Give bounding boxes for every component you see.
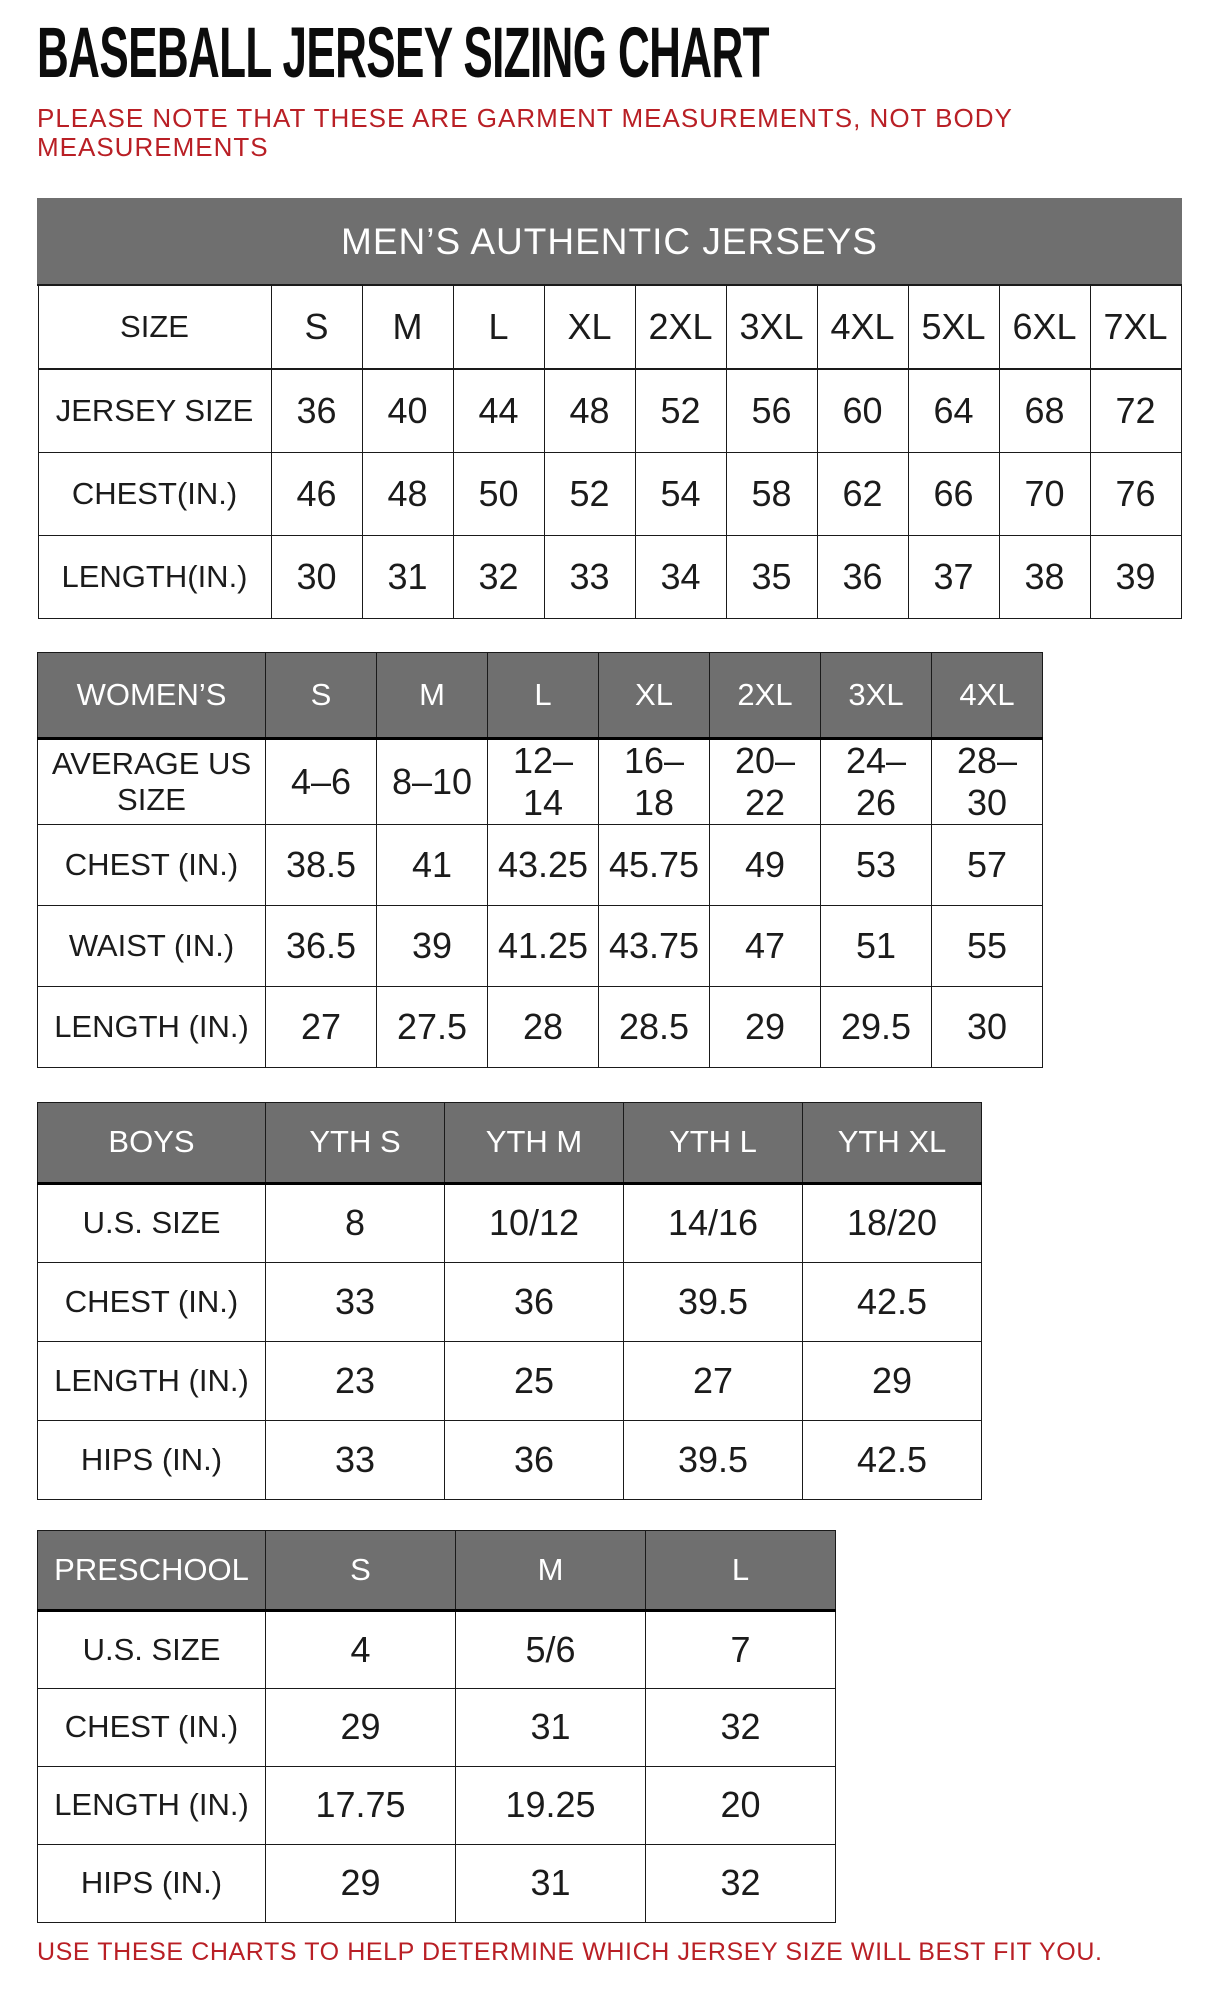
value-cell: 29 [803,1341,982,1420]
value-cell: 49 [710,824,821,905]
table-title-cell: BOYS [38,1102,266,1183]
table-row [38,535,1181,618]
size-header-cell: 5XL [908,285,999,369]
value-cell: 27 [624,1341,803,1420]
value-cell: 31 [362,535,453,618]
size-header-cell: L [453,285,544,369]
value-cell: 29 [266,1688,456,1766]
row-label: CHEST(IN.) [38,452,271,535]
table-row [38,1341,982,1420]
value-cell: 38.5 [266,824,377,905]
value-cell: 58 [726,452,817,535]
boys-sizing-table [37,1102,982,1500]
value-cell: 30 [271,535,362,618]
size-header-cell: XL [544,285,635,369]
table-row [38,738,1043,824]
value-cell: 27.5 [377,986,488,1067]
row-label: CHEST (IN.) [38,1262,266,1341]
value-cell: 64 [908,369,999,452]
value-cell: 44 [453,369,544,452]
value-cell: 42.5 [803,1262,982,1341]
row-label: LENGTH (IN.) [38,1766,266,1844]
row-label: HIPS (IN.) [38,1420,266,1499]
value-cell: 36 [445,1420,624,1499]
size-header-cell: M [456,1530,646,1610]
table-row [38,452,1181,535]
table-title-cell: PRESCHOOL [38,1530,266,1610]
page-title-text: BASEBALL JERSEY SIZING CHART [37,14,769,93]
size-header-cell: 4XL [932,652,1043,738]
value-cell: 32 [453,535,544,618]
table-row [38,1844,836,1922]
value-cell: 31 [456,1688,646,1766]
size-header-cell: 6XL [999,285,1090,369]
table-row [38,1183,982,1262]
row-label: CHEST (IN.) [38,1688,266,1766]
row-label: HIPS (IN.) [38,1844,266,1922]
value-cell: 36.5 [266,905,377,986]
value-cell: 52 [635,369,726,452]
table-row [38,369,1181,452]
table-row [38,986,1043,1067]
value-cell: 66 [908,452,999,535]
value-cell: 34 [635,535,726,618]
row-label: AVERAGE US SIZE [38,738,266,824]
value-cell: 4 [266,1610,456,1688]
value-cell: 25 [445,1341,624,1420]
size-header-cell: 2XL [635,285,726,369]
value-cell: 35 [726,535,817,618]
value-cell: 53 [821,824,932,905]
header-row [38,1530,836,1610]
size-header-cell: YTH S [266,1102,445,1183]
table-row [38,824,1043,905]
table-row [38,905,1043,986]
value-cell: 40 [362,369,453,452]
garment-measurements-note: PLEASE NOTE THAT THESE ARE GARMENT MEASUREMENTS, NOT BODY MEASUREMENTS [37,103,1013,162]
value-cell: 29.5 [821,986,932,1067]
header-row [38,285,1181,369]
value-cell: 39.5 [624,1420,803,1499]
value-cell: 8–10 [377,738,488,824]
size-header-cell: YTH L [624,1102,803,1183]
table-title-cell: WOMEN’S [38,652,266,738]
value-cell: 70 [999,452,1090,535]
value-cell: 39 [1090,535,1181,618]
table-title-cell: SIZE [38,285,271,369]
value-cell: 62 [817,452,908,535]
row-label: LENGTH (IN.) [38,986,266,1067]
value-cell: 45.75 [599,824,710,905]
value-cell: 52 [544,452,635,535]
value-cell: 4–6 [266,738,377,824]
table-row [38,1420,982,1499]
value-cell: 28–30 [932,738,1043,824]
value-cell: 17.75 [266,1766,456,1844]
value-cell: 57 [932,824,1043,905]
value-cell: 18/20 [803,1183,982,1262]
value-cell: 48 [362,452,453,535]
value-cell: 39.5 [624,1262,803,1341]
value-cell: 29 [266,1844,456,1922]
value-cell: 72 [1090,369,1181,452]
value-cell: 41 [377,824,488,905]
size-header-cell: L [488,652,599,738]
row-label: LENGTH(IN.) [38,535,271,618]
size-header-cell: YTH M [445,1102,624,1183]
row-label: LENGTH (IN.) [38,1341,266,1420]
size-header-cell: 7XL [1090,285,1181,369]
table-banner: MEN’S AUTHENTIC JERSEYS [38,199,1181,285]
value-cell: 51 [821,905,932,986]
value-cell: 36 [271,369,362,452]
row-label: U.S. SIZE [38,1610,266,1688]
value-cell: 28 [488,986,599,1067]
value-cell: 48 [544,369,635,452]
size-header-cell: 4XL [817,285,908,369]
value-cell: 50 [453,452,544,535]
size-header-cell: 2XL [710,652,821,738]
value-cell: 27 [266,986,377,1067]
value-cell: 10/12 [445,1183,624,1262]
value-cell: 39 [377,905,488,986]
value-cell: 29 [710,986,821,1067]
page-title [37,14,1200,93]
size-header-cell: S [266,1530,456,1610]
value-cell: 47 [710,905,821,986]
value-cell: 24–26 [821,738,932,824]
row-label: JERSEY SIZE [38,369,271,452]
size-header-cell: 3XL [726,285,817,369]
row-label: CHEST (IN.) [38,824,266,905]
table-banner-row [38,199,1181,285]
size-header-cell: XL [599,652,710,738]
row-label: U.S. SIZE [38,1183,266,1262]
table-row [38,1766,836,1844]
preschool-sizing-table [37,1530,836,1923]
value-cell: 20 [646,1766,836,1844]
value-cell: 42.5 [803,1420,982,1499]
value-cell: 33 [544,535,635,618]
value-cell: 37 [908,535,999,618]
value-cell: 68 [999,369,1090,452]
value-cell: 76 [1090,452,1181,535]
value-cell: 43.25 [488,824,599,905]
value-cell: 20–22 [710,738,821,824]
value-cell: 23 [266,1341,445,1420]
value-cell: 56 [726,369,817,452]
value-cell: 55 [932,905,1043,986]
value-cell: 16–18 [599,738,710,824]
size-header-cell: S [271,285,362,369]
value-cell: 60 [817,369,908,452]
row-label: WAIST (IN.) [38,905,266,986]
value-cell: 14/16 [624,1183,803,1262]
value-cell: 19.25 [456,1766,646,1844]
header-row [38,1102,982,1183]
value-cell: 30 [932,986,1043,1067]
value-cell: 31 [456,1844,646,1922]
value-cell: 7 [646,1610,836,1688]
value-cell: 54 [635,452,726,535]
value-cell: 38 [999,535,1090,618]
size-header-cell: M [377,652,488,738]
value-cell: 5/6 [456,1610,646,1688]
size-header-cell: L [646,1530,836,1610]
table-row [38,1262,982,1341]
value-cell: 36 [445,1262,624,1341]
size-header-cell: S [266,652,377,738]
best-fit-note: USE THESE CHARTS TO HELP DETERMINE WHICH JERSEY SIZE WILL BEST FIT YOU. [37,1937,1103,1966]
value-cell: 41.25 [488,905,599,986]
size-header-cell: M [362,285,453,369]
value-cell: 43.75 [599,905,710,986]
header-row [38,652,1043,738]
size-header-cell: 3XL [821,652,932,738]
sizing-chart-page [0,14,1220,1967]
value-cell: 33 [266,1262,445,1341]
size-header-cell: YTH XL [803,1102,982,1183]
mens-authentic-jerseys-table [37,198,1182,619]
value-cell: 46 [271,452,362,535]
table-row [38,1688,836,1766]
value-cell: 12–14 [488,738,599,824]
value-cell: 8 [266,1183,445,1262]
value-cell: 32 [646,1688,836,1766]
value-cell: 36 [817,535,908,618]
value-cell: 32 [646,1844,836,1922]
womens-sizing-table [37,652,1043,1068]
value-cell: 33 [266,1420,445,1499]
table-row [38,1610,836,1688]
value-cell: 28.5 [599,986,710,1067]
